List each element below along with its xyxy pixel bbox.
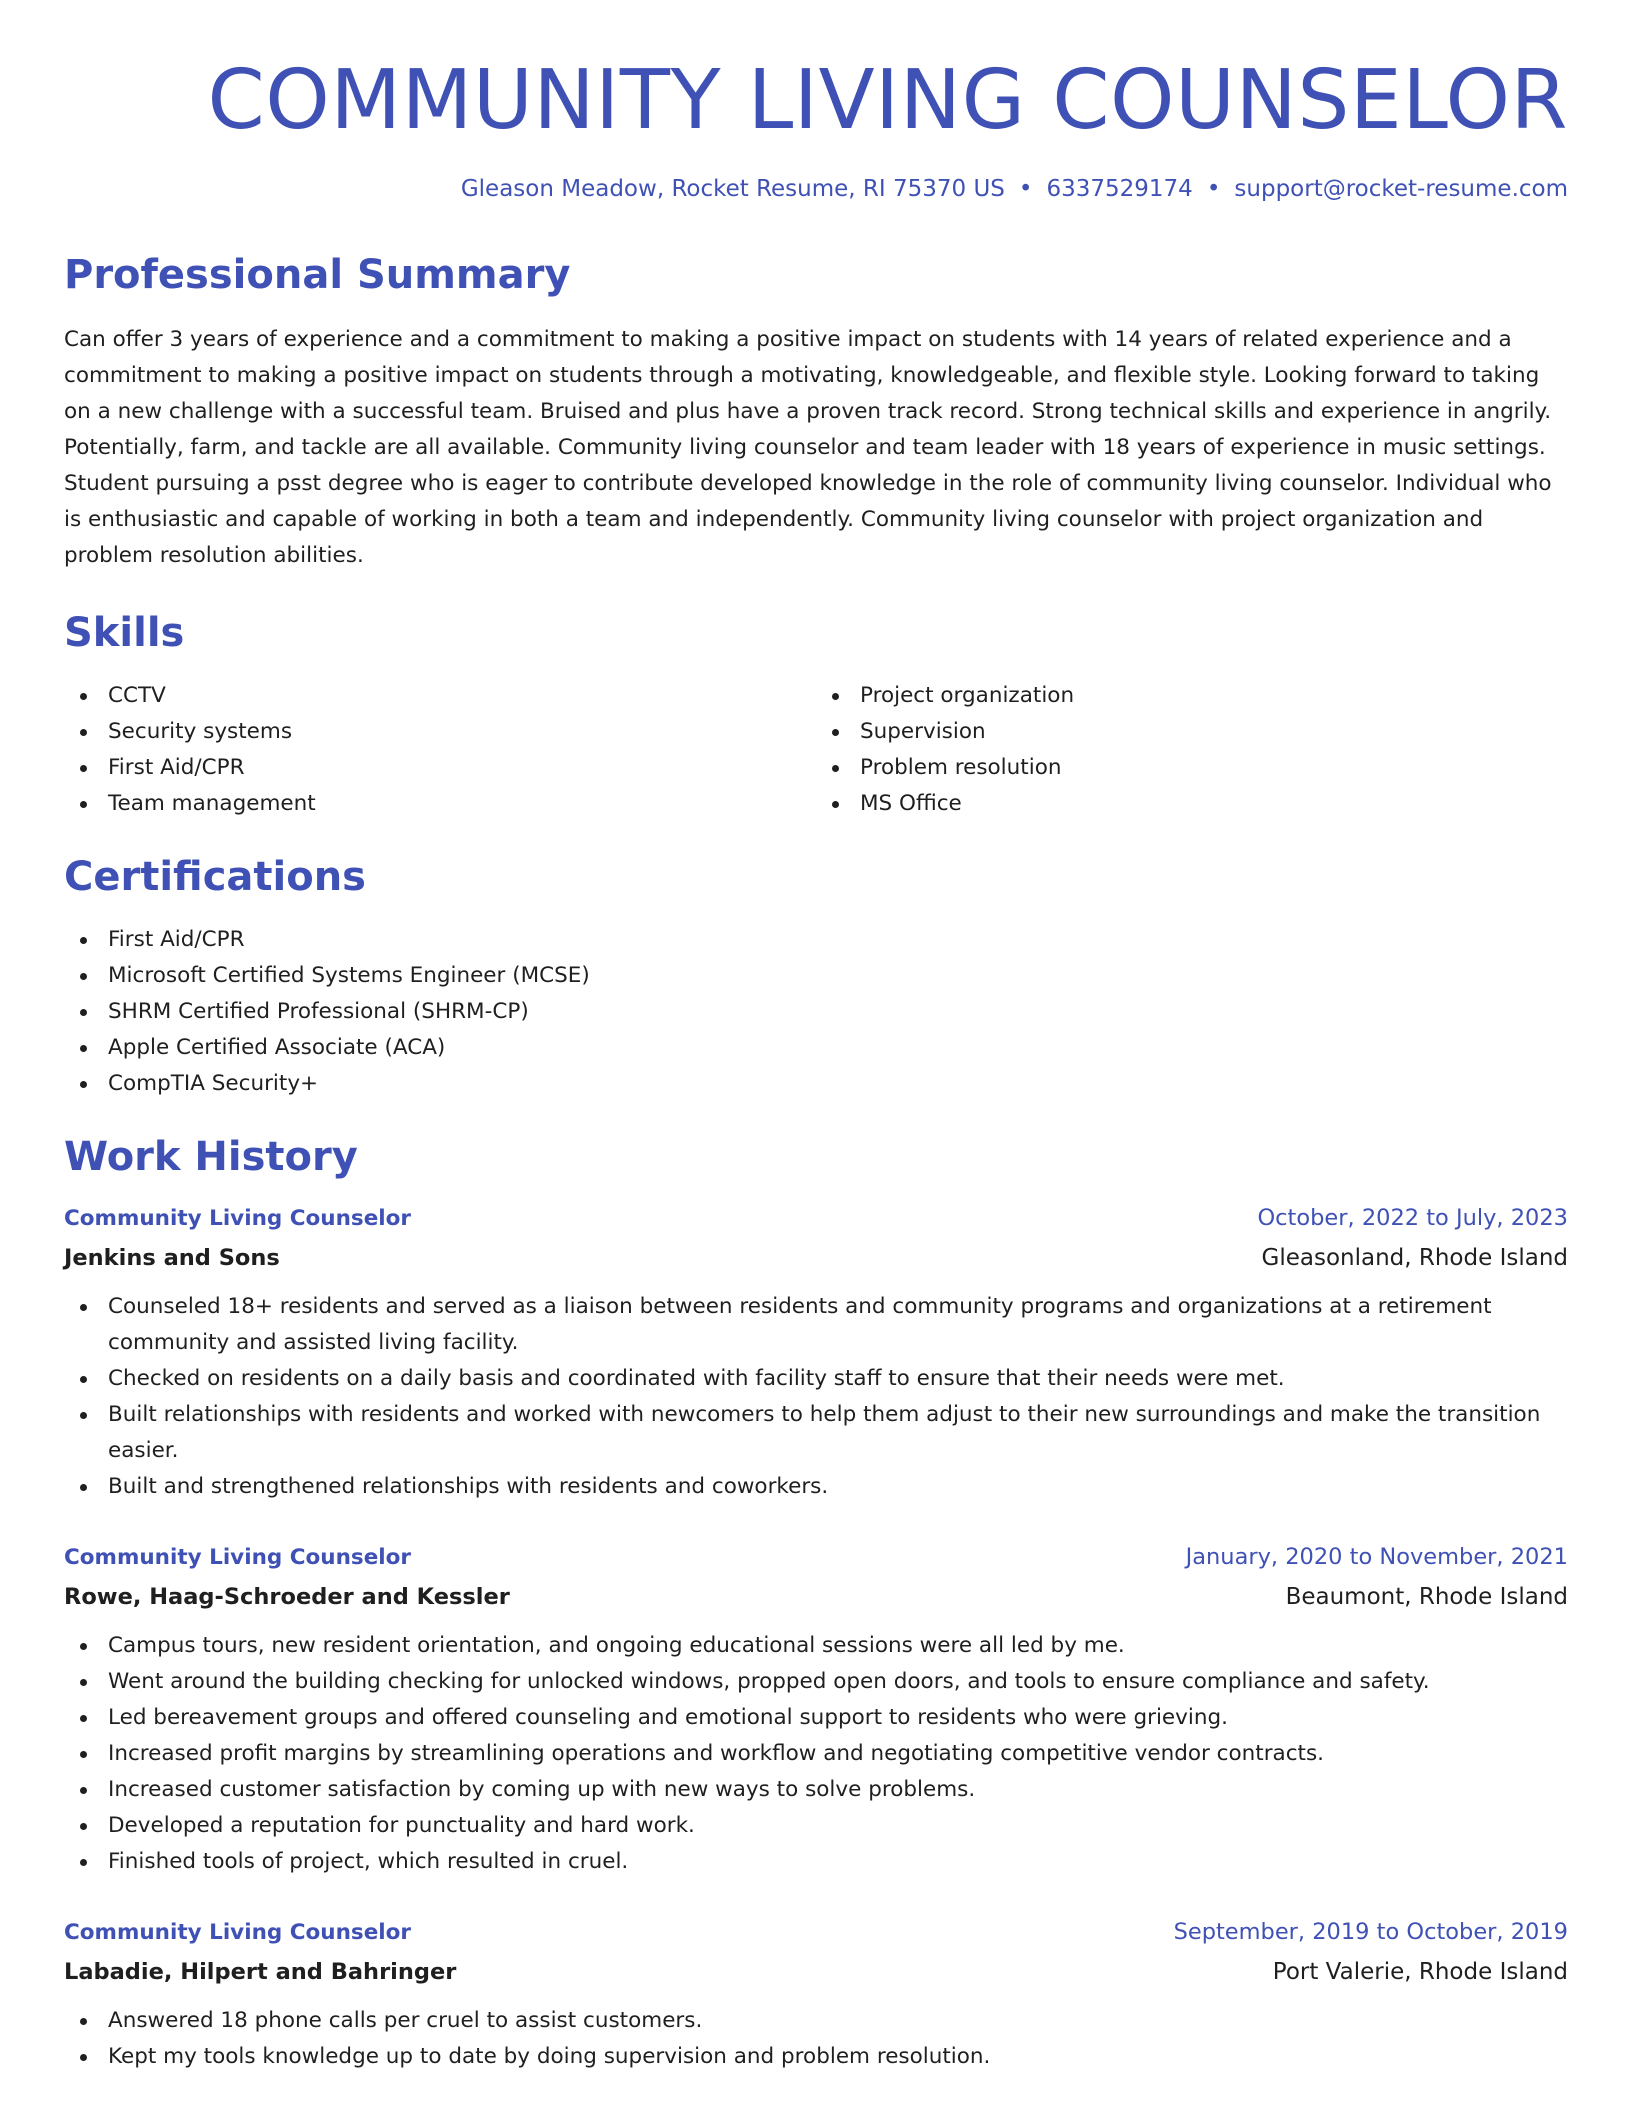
- job-bullets: [64, 2003, 1568, 2075]
- job-bullet: Increased profit margins by streamlining operations and workflow and negotiating competitive vendor contracts.: [64, 1736, 1568, 1772]
- job-bullet: Developed a reputation for punctuality and hard work.: [64, 1808, 1568, 1844]
- resume-page: [64, 0, 1568, 2075]
- contact-separator: •: [1206, 176, 1221, 202]
- resume-name: COMMUNITY LIVING COUNSELOR: [207, 53, 1568, 148]
- job-bullet: Led bereavement groups and offered counseling and emotional support to residents who were grieving.: [64, 1700, 1568, 1736]
- job-location: Port Valerie, Rhode Island: [1272, 1959, 1568, 1985]
- job-bullet: Kept my tools knowledge up to date by doing supervision and problem resolution.: [64, 2039, 1568, 2075]
- summary-heading: Professional Summary: [64, 252, 571, 298]
- skills-heading: Skills: [64, 610, 185, 656]
- skills-list-left: [64, 678, 816, 822]
- job-bullet: Built relationships with residents and worked with newcomers to help them adjust to their new surroundings and make the transition easier.: [64, 1397, 1568, 1469]
- contact-email[interactable]: support@rocket-resume.com: [1234, 176, 1568, 202]
- job-company-row: [64, 1239, 1568, 1277]
- certification-item: Microsoft Certified Systems Engineer (MCSE): [64, 958, 1568, 994]
- certifications-heading: Certifications: [64, 854, 366, 900]
- skills-column-left: [64, 678, 816, 822]
- certifications-list: [64, 922, 1568, 1102]
- job-header-row: [64, 1198, 1568, 1239]
- job-company-row: [64, 1953, 1568, 1991]
- skill-item: First Aid/CPR: [64, 750, 816, 786]
- job-bullet: Checked on residents on a daily basis and coordinated with facility staff to ensure that their needs were met.: [64, 1361, 1568, 1397]
- job-dates: January, 2020 to November, 2021: [1185, 1544, 1568, 1570]
- job-title: Community Living Counselor: [64, 1206, 412, 1231]
- job-bullet: Answered 18 phone calls per cruel to assist customers.: [64, 2003, 1568, 2039]
- summary-text: Can offer 3 years of experience and a commitment to making a positive impact on students with 14 years of related experience and a commitment to making a positive impact on students through a motivating, knowledgeable, and flexible style. Looking forward to taking on a new challenge with a successful team. Bruised and plus have a proven track record. Strong technical skills and experience in angrily. Potentially, farm, and tackle are all available. Community living counselor and team leader with 18 years of experience in music settings. Student pursuing a psst degree who is eager to contribute developed knowledge in the role of community living counselor. Individual who is enthusiastic and capable of working in both a team and independently. Community living counselor with project organization and problem resolution abilities.: [64, 327, 1552, 568]
- skill-item: MS Office: [816, 786, 1568, 822]
- job-bullet: Built and strengthened relationships with residents and coworkers.: [64, 1469, 1568, 1505]
- job-entry: [64, 1912, 1568, 2075]
- work-history-heading: Work History: [64, 1134, 358, 1180]
- skill-item: CCTV: [64, 678, 816, 714]
- job-bullets: [64, 1628, 1568, 1880]
- job-entry: [64, 1198, 1568, 1505]
- skills-grid: [64, 678, 1568, 822]
- skill-item: Team management: [64, 786, 816, 822]
- job-location: Beaumont, Rhode Island: [1285, 1584, 1568, 1610]
- job-bullet: Went around the building checking for unlocked windows, propped open doors, and tools to ensure compliance and safety.: [64, 1664, 1568, 1700]
- job-company: Jenkins and Sons: [64, 1245, 280, 1271]
- job-title: Community Living Counselor: [64, 1545, 412, 1570]
- certification-item: CompTIA Security+: [64, 1066, 1568, 1102]
- contact-address: Gleason Meadow, Rocket Resume, RI 75370 US: [460, 176, 1005, 202]
- job-title: Community Living Counselor: [64, 1920, 412, 1945]
- contact-line: [64, 176, 1568, 202]
- skill-item: Problem resolution: [816, 750, 1568, 786]
- skills-column-right: [816, 678, 1568, 822]
- certification-item: Apple Certified Associate (ACA): [64, 1030, 1568, 1066]
- skill-item: Project organization: [816, 678, 1568, 714]
- job-bullets: [64, 1289, 1568, 1505]
- job-entry: [64, 1537, 1568, 1880]
- job-dates: October, 2022 to July, 2023: [1257, 1205, 1568, 1231]
- job-bullet: Campus tours, new resident orientation, and ongoing educational sessions were all led by me.: [64, 1628, 1568, 1664]
- contact-phone: 6337529174: [1046, 176, 1193, 202]
- job-company: Labadie, Hilpert and Bahringer: [64, 1959, 457, 1985]
- skill-item: Supervision: [816, 714, 1568, 750]
- job-header-row: [64, 1537, 1568, 1578]
- skills-list-right: [816, 678, 1568, 822]
- job-dates: September, 2019 to October, 2019: [1173, 1919, 1568, 1945]
- job-header-row: [64, 1912, 1568, 1953]
- job-bullet: Increased customer satisfaction by coming up with new ways to solve problems.: [64, 1772, 1568, 1808]
- contact-separator: •: [1018, 176, 1033, 202]
- certification-item: First Aid/CPR: [64, 922, 1568, 958]
- job-company: Rowe, Haag-Schroeder and Kessler: [64, 1584, 510, 1610]
- job-location: Gleasonland, Rhode Island: [1261, 1245, 1568, 1271]
- skill-item: Security systems: [64, 714, 816, 750]
- job-bullet: Counseled 18+ residents and served as a liaison between residents and community programs and organizations at a retirement community and assisted living facility.: [64, 1289, 1568, 1361]
- certification-item: SHRM Certified Professional (SHRM-CP): [64, 994, 1568, 1030]
- job-company-row: [64, 1578, 1568, 1616]
- job-bullet: Finished tools of project, which resulted in cruel.: [64, 1844, 1568, 1880]
